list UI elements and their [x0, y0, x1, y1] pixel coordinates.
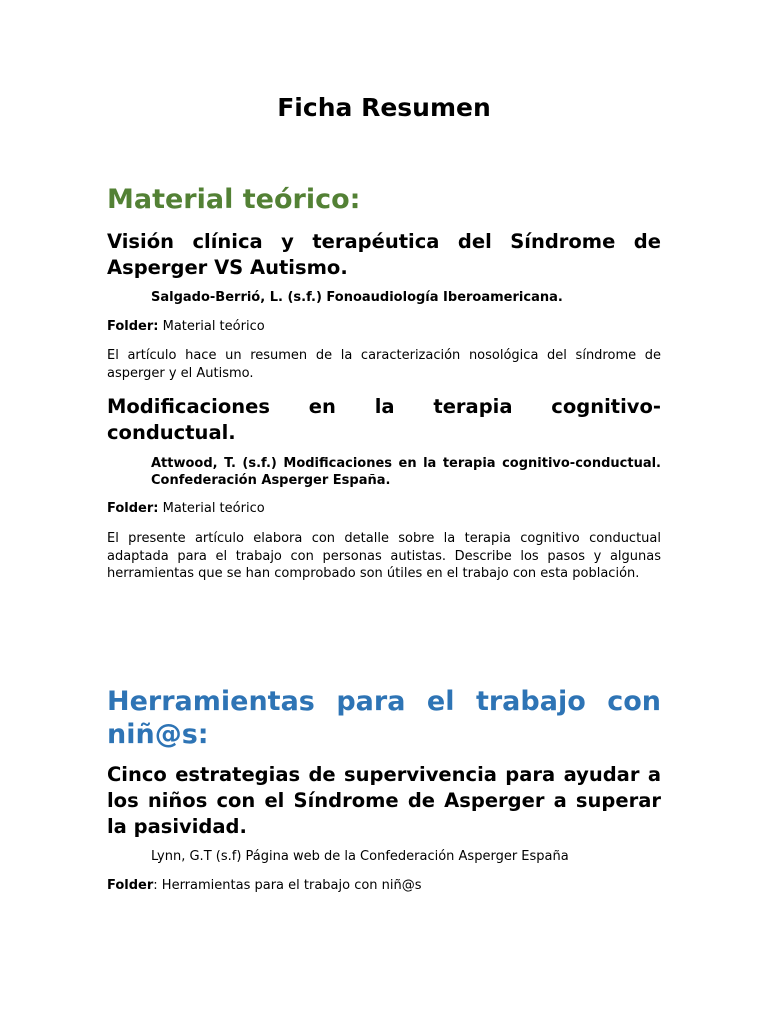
folder-value: Material teórico — [158, 501, 265, 516]
section-heading-herramientas: Herramientas para el trabajo con niñ@s: — [107, 686, 661, 750]
folder-label: Folder: — [107, 501, 159, 516]
item-citation-salgado: Salgado-Berrió, L. (s.f.) Fonoaudiología Iberoamericana. — [151, 290, 563, 305]
folder-label: Folder — [107, 878, 154, 893]
item-citation-lynn: Lynn, G.T (s.f) Página web de la Confederación Asperger España — [151, 849, 569, 864]
item-summary-vision-clinica: El artículo hace un resumen de la caracterización nosológica del síndrome de asperger y el Autismo. — [107, 348, 661, 381]
item-citation-attwood: Attwood, T. (s.f.) Modificaciones en la terapia cognitivo-conductual. Confederación Asperger España. — [151, 456, 661, 488]
item-title-modificaciones: Modificaciones en la terapia cognitivo-conductual. — [107, 395, 661, 444]
document-title: Ficha Resumen — [277, 93, 491, 122]
folder-value: : Herramientas para el trabajo con niñ@s — [153, 878, 422, 893]
item-title-cinco-estrategias: Cinco estrategias de supervivencia para ayudar a los niños con el Síndrome de Asperger a superar la pasividad. — [107, 763, 661, 838]
folder-label: Folder: — [107, 319, 159, 334]
item-folder-line — [107, 318, 661, 336]
item-folder-line — [107, 877, 661, 895]
folder-value: Material teórico — [158, 319, 265, 334]
item-title-vision-clinica: Visión clínica y terapéutica del Síndrome de Asperger VS Autismo. — [107, 230, 661, 279]
item-folder-line — [107, 500, 661, 518]
section-heading-material-teorico: Material teórico: — [107, 184, 361, 215]
item-summary-modificaciones: El presente artículo elabora con detalle sobre la terapia cognitivo conductual adaptada para el trabajo con personas autistas. Describe los pasos y algunas herramientas que se han comprobado son útiles en el trabajo con esta población. — [107, 531, 661, 581]
